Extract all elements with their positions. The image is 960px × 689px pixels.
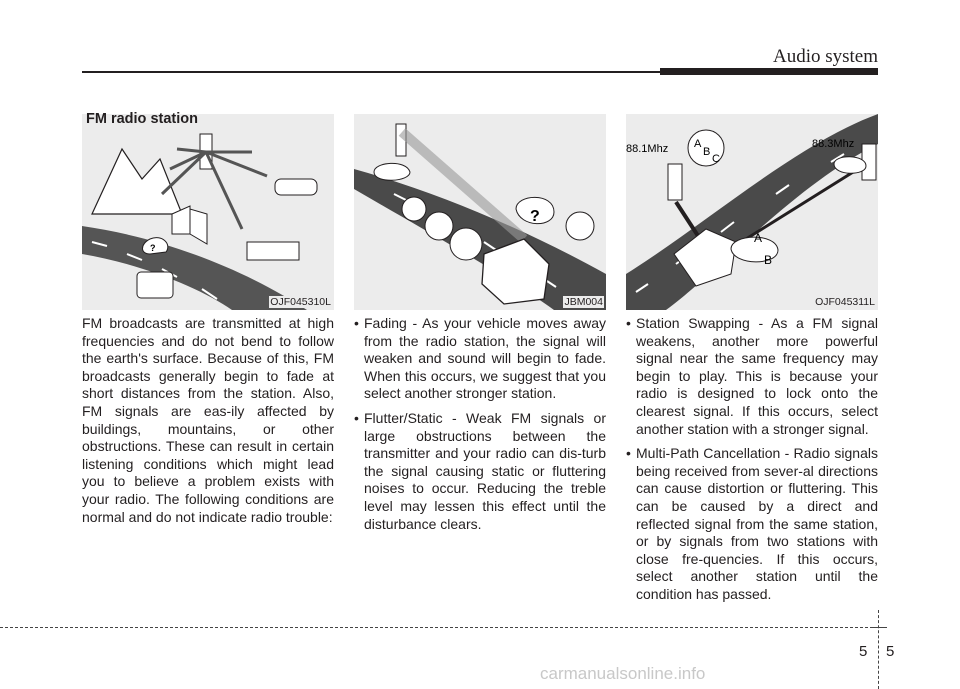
- frequency-label-left: 88.1Mhz: [626, 143, 669, 155]
- figure-station-swapping: [626, 114, 878, 310]
- conditions-list: [354, 315, 606, 533]
- figure-code: OJF045310L: [270, 296, 331, 308]
- figure-code: OJF045311L: [815, 296, 875, 308]
- callout-letter-c: C: [712, 153, 720, 165]
- footer-rule: [0, 627, 878, 628]
- header-rule: [82, 71, 660, 73]
- list-item: • Station Swapping - As a FM signal weakens, another more powerful signal near the same frequency may begin to play. This is because your radio is designed to lock onto the clearest signal. If this occurs, select another station with a stronger signal.: [626, 315, 878, 438]
- header-rule-bold: [660, 68, 878, 75]
- section-heading: FM radio station: [86, 111, 198, 127]
- callout-letter-b: B: [764, 253, 773, 267]
- list-item: • Multi-Path Cancellation - Radio signals being received from sever-al directions can cause distortion or fluttering. This can be caused by a direct and reflected signal from the same station, or by signals from two stations with close fre-quencies. If this occurs, select another station until the condition has passed.: [626, 445, 878, 603]
- callout-letter-a: A: [754, 231, 763, 245]
- intro-paragraph: FM broadcasts are transmitted at high frequencies and do not bend to follow the earth's surface. Because of this, FM broadcasts generally begin to fade at short distances from the station. Also, FM signals are eas-ily affected by buildings, mountains, or other obstructions. These can result in certain listening conditions which might lead you to believe a problem exists with your radio. The following conditions are normal and do not indicate radio trouble:: [82, 315, 334, 525]
- callout-letter-a: A: [694, 138, 702, 150]
- column-intro: [82, 315, 334, 526]
- footer-divider: [878, 610, 879, 689]
- figure-code: JBM004: [564, 296, 603, 308]
- page-number: 5: [886, 643, 895, 660]
- watermark: carmanualsonline.info: [540, 664, 706, 683]
- page-header-title: Audio system: [772, 46, 878, 67]
- station-swapping-illustration: [626, 114, 878, 310]
- column-conditions-2: [626, 315, 878, 611]
- column-conditions-1: [354, 315, 606, 540]
- footer-tick: [871, 627, 887, 628]
- question-mark: ?: [150, 243, 156, 253]
- callout-letter-b: B: [703, 146, 711, 158]
- conditions-list: [626, 315, 878, 604]
- question-mark: ?: [530, 208, 540, 225]
- frequency-label-right: 88.3Mhz: [812, 138, 855, 150]
- figure-fm-radio-station: [82, 114, 334, 310]
- list-item: • Fading - As your vehicle moves away from the radio station, the signal will weaken and sound will begin to fade. When this occurs, we suggest that you select another stronger station.: [354, 315, 606, 403]
- list-item: • Flutter/Static - Weak FM signals or large obstructions between the transmitter and your radio can dis-turb the signal causing static or fluttering noises to occur. Reducing the treble level may lessen this effect until the disturbance clears.: [354, 410, 606, 533]
- figure-fading-flutter: [354, 114, 606, 310]
- fading-signal-illustration: [354, 114, 606, 310]
- chapter-number: 5: [859, 643, 868, 660]
- fm-broadcast-illustration: [82, 114, 334, 310]
